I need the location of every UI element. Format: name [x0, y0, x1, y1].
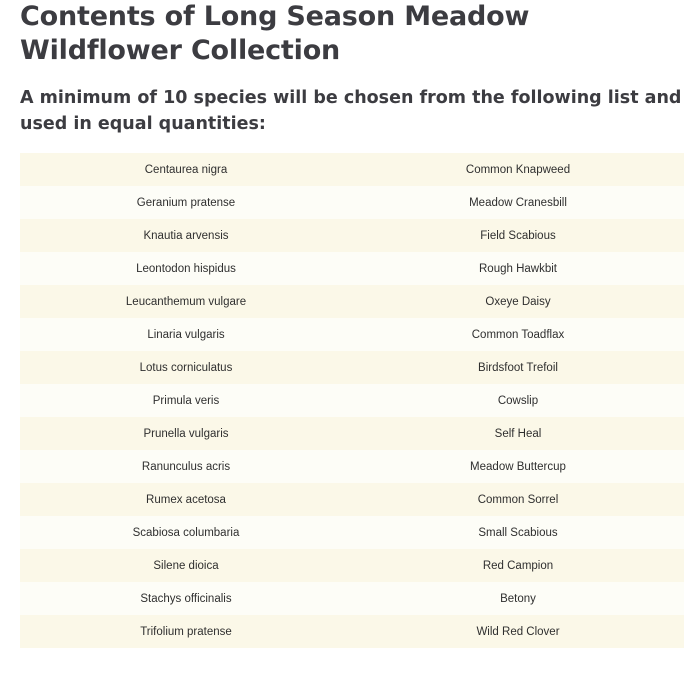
common-name-cell: Meadow Cranesbill — [352, 186, 684, 219]
table-row — [20, 318, 684, 351]
common-name-cell: Common Sorrel — [352, 483, 684, 516]
intro-text: A minimum of 10 species will be chosen from the following list and used in equal quantities: — [20, 88, 682, 134]
common-name-cell: Rough Hawkbit — [352, 252, 684, 285]
table-row — [20, 450, 684, 483]
table-row — [20, 351, 684, 384]
table-row — [20, 615, 684, 648]
common-name-cell: Field Scabious — [352, 219, 684, 252]
common-name-cell: Common Toadflax — [352, 318, 684, 351]
table-row — [20, 153, 684, 186]
table-row — [20, 549, 684, 582]
latin-name-cell: Geranium pratense — [20, 186, 352, 219]
table-row — [20, 516, 684, 549]
latin-name-cell: Ranunculus acris — [20, 450, 352, 483]
common-name-cell: Small Scabious — [352, 516, 684, 549]
latin-name-cell: Trifolium pratense — [20, 615, 352, 648]
page-title: Contents of Long Season Meadow Wildflower Collection — [20, 1, 530, 66]
latin-name-cell: Knautia arvensis — [20, 219, 352, 252]
latin-name-cell: Stachys officinalis — [20, 582, 352, 615]
table-row — [20, 186, 684, 219]
species-table — [20, 153, 684, 648]
latin-name-cell: Rumex acetosa — [20, 483, 352, 516]
table-row — [20, 582, 684, 615]
table-row — [20, 219, 684, 252]
latin-name-cell: Linaria vulgaris — [20, 318, 352, 351]
table-row — [20, 417, 684, 450]
table-row — [20, 285, 684, 318]
common-name-cell: Birdsfoot Trefoil — [352, 351, 684, 384]
latin-name-cell: Prunella vulgaris — [20, 417, 352, 450]
common-name-cell: Red Campion — [352, 549, 684, 582]
common-name-cell: Wild Red Clover — [352, 615, 684, 648]
common-name-cell: Meadow Buttercup — [352, 450, 684, 483]
latin-name-cell: Silene dioica — [20, 549, 352, 582]
common-name-cell: Self Heal — [352, 417, 684, 450]
latin-name-cell: Lotus corniculatus — [20, 351, 352, 384]
latin-name-cell: Leontodon hispidus — [20, 252, 352, 285]
latin-name-cell: Leucanthemum vulgare — [20, 285, 352, 318]
common-name-cell: Common Knapweed — [352, 153, 684, 186]
latin-name-cell: Centaurea nigra — [20, 153, 352, 186]
table-row — [20, 483, 684, 516]
common-name-cell: Betony — [352, 582, 684, 615]
latin-name-cell: Primula veris — [20, 384, 352, 417]
common-name-cell: Oxeye Daisy — [352, 285, 684, 318]
table-row — [20, 252, 684, 285]
common-name-cell: Cowslip — [352, 384, 684, 417]
table-row — [20, 384, 684, 417]
latin-name-cell: Scabiosa columbaria — [20, 516, 352, 549]
